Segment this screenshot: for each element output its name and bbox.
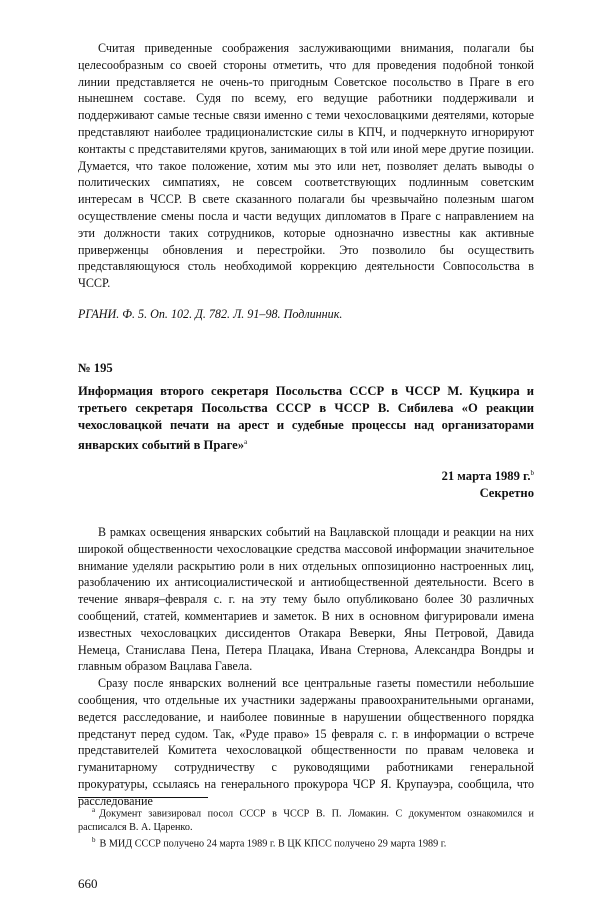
footnote-ref-b: b <box>530 468 534 477</box>
footnote-a-text: Документ завизировал посол СССР в ЧССР В. П. Ломакин. С документом ознакомился и расписался В. А. Царенко. <box>78 808 534 833</box>
footnote-a-mark: a <box>92 806 96 814</box>
document-title-text: Информация второго секретаря Посольства СССР в ЧССР М. Куцкира и третьего секретаря Посольства СССР в ЧССР В. Сибилева «О реакции чехословацкой печати на арест и судебные процессы над организаторами январских событий в Праге» <box>78 383 534 453</box>
body-paragraph-2: Сразу после январских волнений все центральные газеты поместили небольшие сообщения, что отдельные их участники задержаны правоохранительными органами, ведется расследование, и наиболее повинные в нарушении общественного порядка предстанут перед судом. Так, «Руде право» 15 февраля с. г. в информации о встрече представителей Комитета чехословацкой общественности по правам человека и гуманитарному сотрудничеству с руководящими работниками генеральной прокуратуры, ссылаясь на генерального прокурора ЧСР Я. Крупауэра, сообщила, что расследование <box>78 676 534 808</box>
body-paragraph-1: В рамках освещения январских событий на Вацлавской площади и реакции на них широкой общественности чехословацкие средства массовой информации значительное внимание уделяли раскрытию роли в них отдельных оппозиционно настроенных лиц, разоблачению их антисоциалистической и антиобщественной деятельности. Всего в течение января–февраля с. г. на эту тему было опубликовано более 30 различных сообщений, статей, комментариев и заметок. В них в основном фигурировали имена известных чехословацких диссидентов Отакара Веверки, Яны Петровой, Давида Немеца, Станислава Пена, Петера Плацака, Ивана Стернова, Александра Вондры и главным образом Вацлава Гавела. <box>78 524 534 674</box>
footnote-a <box>78 804 534 834</box>
document-date-text: 21 марта 1989 г. <box>441 468 531 483</box>
footnote-b <box>78 834 534 851</box>
footnote-divider <box>78 797 208 798</box>
document-body <box>78 524 534 810</box>
page-body <box>78 40 534 809</box>
document-title <box>78 383 534 455</box>
footnote-b-text: В МИД СССР получено 24 марта 1989 г. В ЦК КПСС получено 29 марта 1989 г. <box>99 838 447 850</box>
page-number: 660 <box>78 876 98 891</box>
document-number: № 195 <box>78 360 113 375</box>
footnote-b-mark: b <box>92 836 96 845</box>
footnotes <box>78 804 534 851</box>
archive-source-reference: РГАНИ. Ф. 5. Оп. 102. Д. 782. Л. 91–98. Подлинник. <box>78 306 343 321</box>
previous-document-paragraph: Считая приведенные соображения заслуживающими внимания, полагали бы целесообразным со своей стороны отметить, что для проведения подобной тонкой линии представляется не очень-то пригодным Советское посольство в Праге в его нынешнем составе. Судя по всему, его ведущие работники поддерживали и поддерживают самые тесные связи именно с теми чехословацкими деятелями, которые представляют наиболее традиционалистские силы в КПЧ, и подчеркнуто игнорируют контакты с представителями кругов, занимающих в той или иной мере другие позиции. Думается, что такое положение, хотим мы это или нет, позволяет делать выводы о политических симпатиях, не совсем соответствующих подлинным советским интересам в ЧССР. В свете сказанного полагали бы чрезвычайно полезным шагом осуществление смены посла и части ведущих дипломатов в Праге с направлением на эти должности таких сотрудников, которые однозначно известны как активные приверженцы обновления и перестройки. Это позволило бы осуществить представляющуюся столь необходимой коррекцию деятельности Совпосольства в ЧССР. <box>78 41 534 291</box>
footnote-ref-a: a <box>244 438 248 447</box>
document-date <box>78 465 534 485</box>
classification-label: Секретно <box>479 485 534 500</box>
